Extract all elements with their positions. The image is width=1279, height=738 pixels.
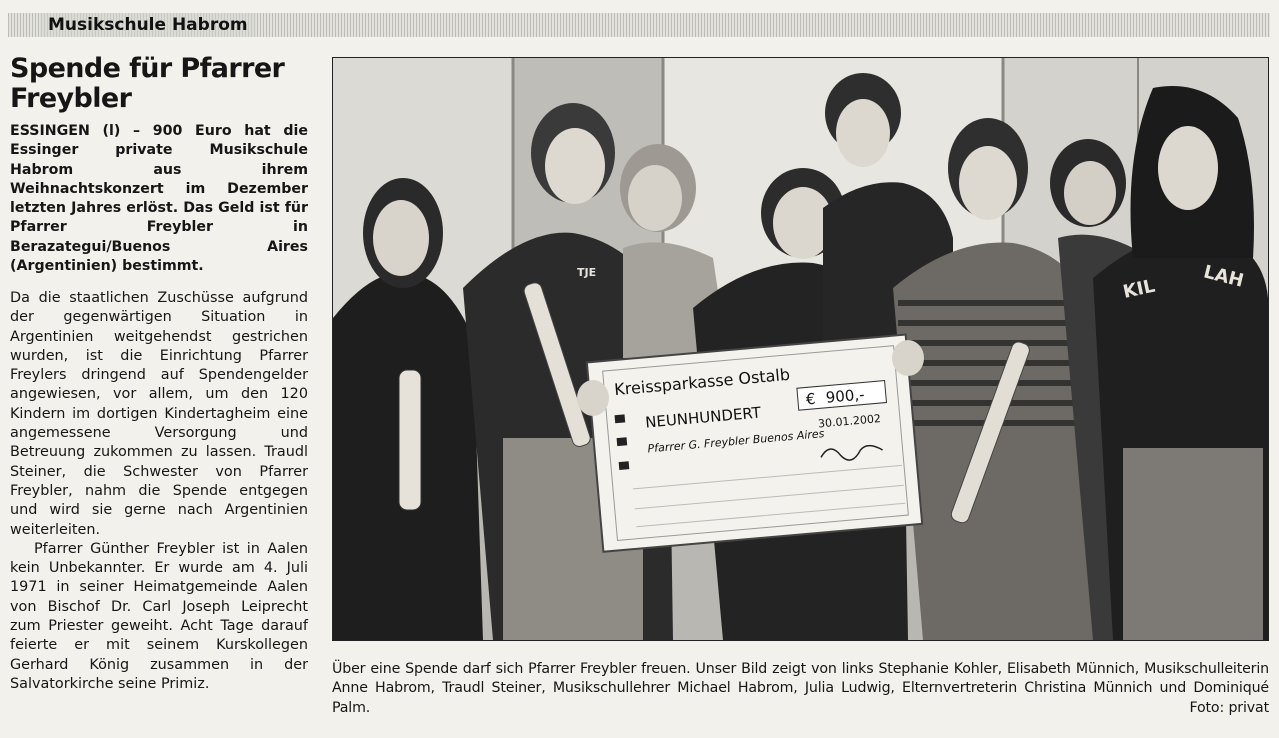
photo-credit: Foto: privat — [1189, 699, 1269, 716]
cheque-currency: € — [805, 389, 817, 409]
section-rubric-bar — [8, 13, 1270, 37]
photo-caption — [332, 660, 1269, 718]
article-body — [10, 289, 308, 694]
cheque-payee: Pfarrer G. Freybler Buenos Aires — [647, 427, 825, 456]
body-paragraph-1: Da die staatlichen Zuschüsse aufgrund der gegenwärtigen Situation in Argentinien weitgehendst gestrichen wurden, ist die Einrichtung Pfarrer Freylers dringend auf Spendengelder angewiesen, vor allem, um den 120 Kindern im dortigen Kindertagheim eine angemessene Versorgung und Betreuung zukommen zu lassen. Traudl Steiner, die Schwester von Pfarrer Freybler, nahm die Spende entgegen und wird sie gerne nach Argentinien weiterleiten. — [10, 290, 308, 538]
cheque-date: 30.01.2002 — [817, 412, 882, 431]
body-paragraph-2: Pfarrer Günther Freybler ist in Aalen kein Unbekannter. Er wurde am 4. Juli 1971 in seiner Heimatgemeinde Aalen von Bischof Dr. Carl Joseph Leiprecht zum Priester geweiht. Acht Tage darauf feierte er mit seinem Kurskollegen Gerhard König zusammen in der Salvatorkirche seine Primiz. — [10, 540, 308, 692]
article-headline: Spende für Pfarrer Freybler — [10, 53, 285, 114]
cheque-bank: Kreissparkasse Ostalb — [613, 364, 791, 400]
giant-cheque — [587, 335, 922, 552]
sweatshirt-letters-left: KIL — [1121, 275, 1157, 303]
article-photo — [332, 57, 1269, 641]
tshirt-text: TJE — [577, 266, 597, 279]
section-rubric: Musikschule Habrom — [40, 13, 256, 37]
sweatshirt-letters-right: LAH — [1201, 261, 1246, 292]
caption-text: Über eine Spende darf sich Pfarrer Freybler freuen. Unser Bild zeigt von links Stephanie Kohler, Elisabeth Münnich, Musikschulleiterin Anne Habrom, Traudl Steiner, Musikschullehrer Michael Habrom, Julia Ludwig, Elternvertreterin Christina Münnich und Dominiqué Palm. — [332, 661, 1269, 716]
cheque-amount-words: NEUNHUNDERT — [644, 403, 762, 432]
cheque-amount: 900,- — [825, 385, 866, 407]
group-photo-illustration — [333, 58, 1268, 640]
article-lead: ESSINGEN (l) – 900 Euro hat die Essinger private Musikschule Habrom aus ihrem Weihnachtskonzert im Dezember letzten Jahres erlöst. Das Geld ist für Pfarrer Freybler in Berazategui/Buenos Aires (Argentinien) bestimmt. — [10, 123, 308, 275]
